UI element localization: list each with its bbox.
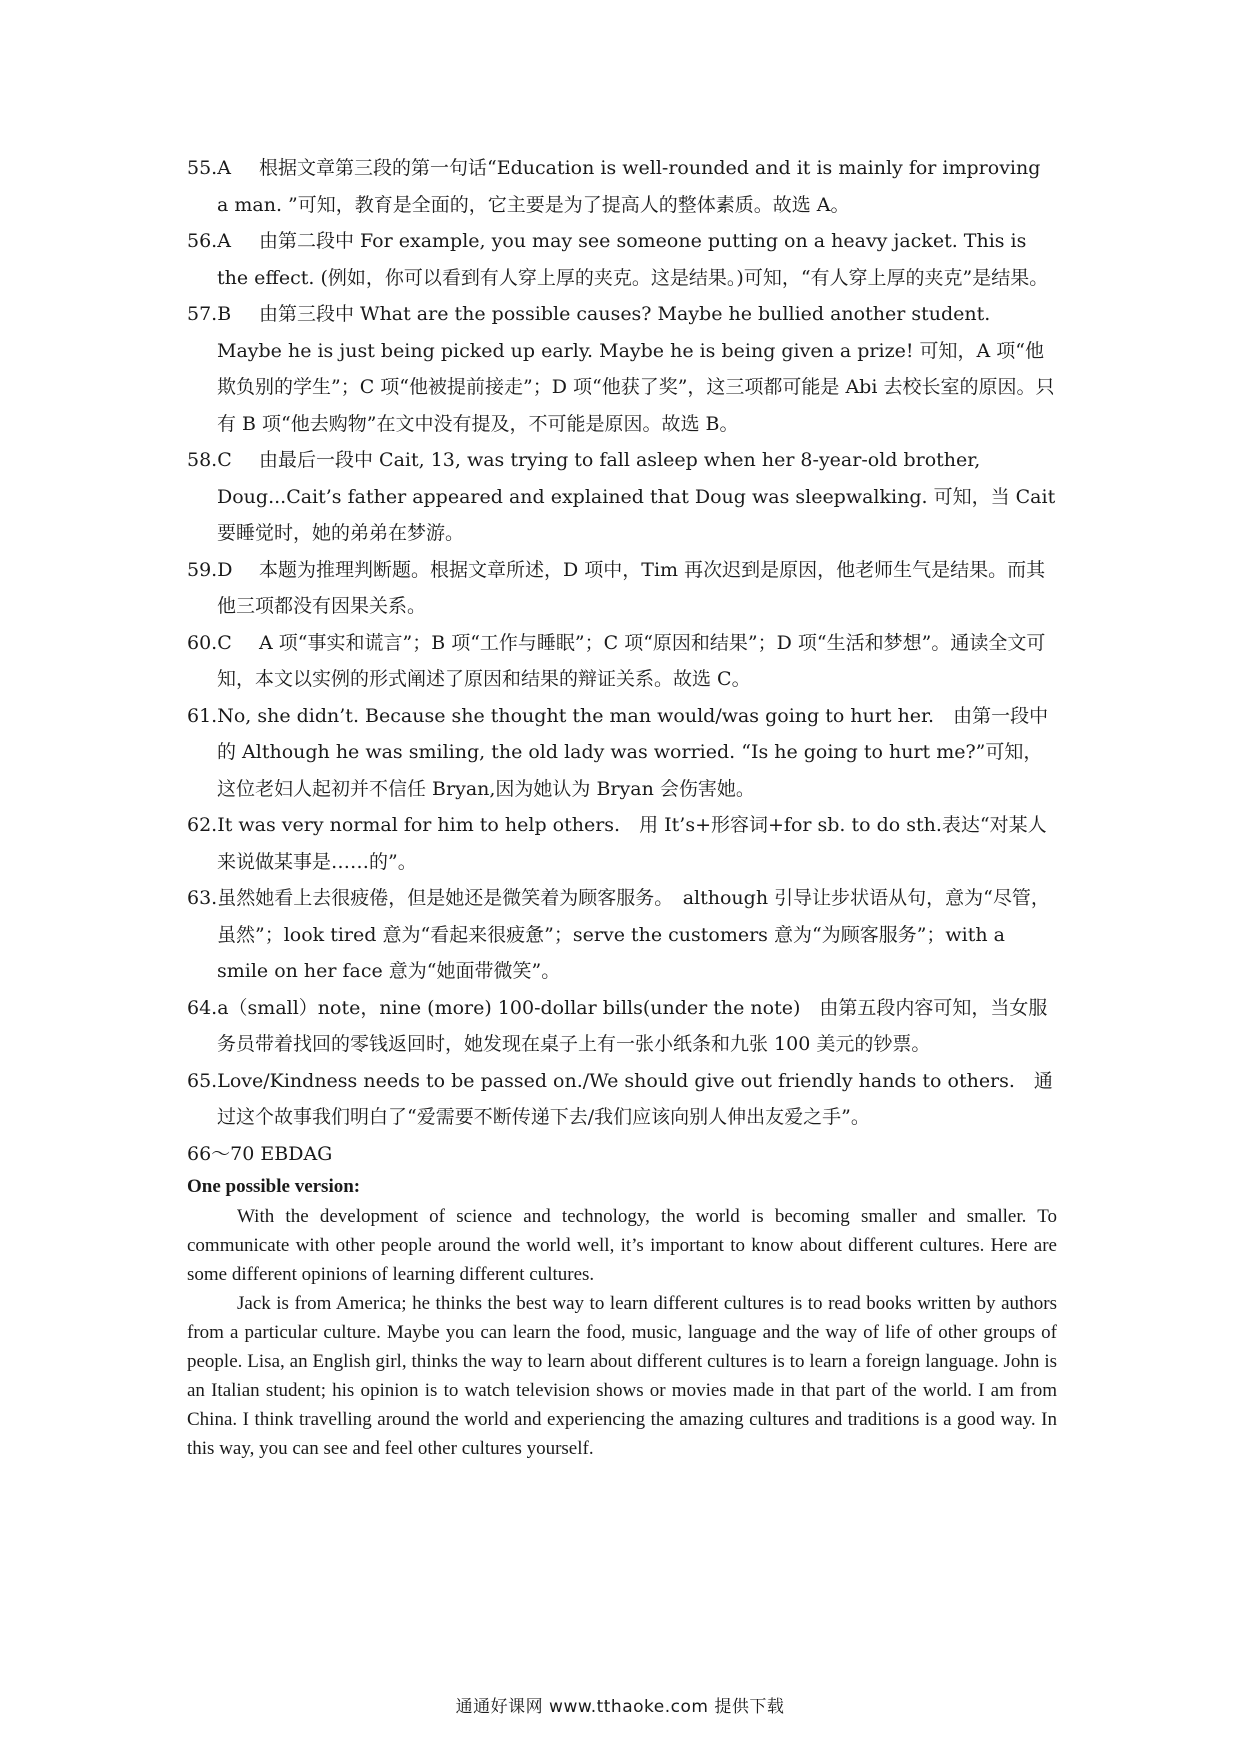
answer-explanation: Love/Kindness needs to be passed on./We should give out friendly hands to others. 通过这个故事我们明白了“爱需要不断传递下去/我们应该向别人伸出友爱之手”。 [217, 1069, 1053, 1128]
question-number: 63. [187, 887, 218, 909]
answer-explanation: 根据文章第三段的第一句话“Education is well-rounded and it is mainly for improving a man. ”可知，教育是全面的，它主要是为了提高人的整体素质。故选 A。 [217, 157, 1041, 216]
essay-heading: One possible version: [187, 1176, 361, 1197]
answer-explanation: 由第三段中 What are the possible causes? Maybe he bullied another student. Maybe he is just being picked up early. Maybe he is being given a prize! 可知，A 项“他欺负别的学生”；C 项“他被提前接走”；D 项“他获了奖”，这三项都可能是 Abi 去校长室的原因。只有 B 项“他去购物”在文中没有提及，不可能是原因。故选 B。 [217, 303, 1055, 435]
answer-56 [187, 223, 1057, 296]
answer-explanation: 由第二段中 For example, you may see someone putting on a heavy jacket. This is the effect. (例如，你可以看到有人穿上厚的夹克。这是结果。)可知，“有人穿上厚的夹克”是结果。 [217, 230, 1049, 289]
answer-65 [187, 1063, 1057, 1136]
question-number: 56.A [187, 230, 231, 252]
essay-paragraph: Jack is from America; he thinks the best way to learn different cultures is to read books written by authors from a particular culture. Maybe you can learn the food, music, language and the way of life of other groups of people. Lisa, an English girl, thinks the way to learn about different cultures is to learn a foreign language. John is an Italian student; his opinion is to watch television shows or movies made in that part of the world. I am from China. I think travelling around the world and experiencing the amazing cultures and traditions is a good way. In this way, you can see and feel other cultures yourself. [187, 1293, 1057, 1459]
question-number: 61. [187, 704, 218, 727]
question-number: 60.C [187, 631, 232, 654]
answer-explanation: It was very normal for him to help others. 用 It’s+形容词+for sb. to do sth.表达“对某人来说做某事是……的”。 [217, 814, 1047, 873]
answer-55 [187, 150, 1057, 223]
answer-explanation: 虽然她看上去很疲倦，但是她还是微笑着为顾客服务。 although 引导让步状语从句，意为“尽管，虽然”；look tired 意为“看起来很疲惫”；serve the customers 意为“为顾客服务”；with a smile on her face 意为“她面带微笑”。 [217, 887, 1050, 982]
answer-explanation: No, she didn’t. Because she thought the man would/was going to hurt her. 由第一段中的 Although he was smiling, the old lady was worried. “Is he going to hurt me?”可知，这位老妇人起初并不信任 Bryan,因为她认为 Bryan 会伤害她。 [217, 704, 1049, 800]
answer-57 [187, 296, 1057, 442]
answer-59 [187, 552, 1057, 625]
answer-explanation: 本题为推理判断题。根据文章所述，D 项中，Tim 再次迟到是原因，他老师生气是结果。而其他三项都没有因果关系。 [217, 558, 1046, 617]
answer-explanation: A 项“事实和谎言”；B 项“工作与睡眠”；C 项“原因和结果”；D 项“生活和梦想”。通读全文可知，本文以实例的形式阐述了原因和结果的辩证关系。故选 C。 [217, 631, 1046, 690]
question-number: 58.C [187, 449, 232, 471]
question-number: 59.D [187, 558, 233, 581]
answer-61 [187, 698, 1057, 808]
answer-62 [187, 807, 1057, 880]
answer-explanation: 由最后一段中 Cait, 13, was trying to fall asleep when her 8-year-old brother, Doug...Cait’s father appeared and explained that Doug was sleepwalking. 可知，当 Cait 要睡觉时，她的弟弟在梦游。 [217, 449, 1056, 544]
question-number: 62. [187, 814, 218, 836]
question-number: 55.A [187, 157, 231, 179]
sample-essay [187, 1202, 1057, 1463]
range-answer: 66～70 EBDAG [187, 1142, 333, 1165]
answer-60 [187, 625, 1057, 698]
answer-64 [187, 990, 1057, 1063]
page-footer: 通通好课网 www.tthaoke.com 提供下载 [455, 1697, 785, 1717]
answer-58 [187, 442, 1057, 552]
answer-63 [187, 880, 1057, 990]
question-number: 64. [187, 996, 218, 1019]
question-number: 65. [187, 1069, 218, 1092]
question-number: 57.B [187, 303, 232, 325]
answer-key [187, 150, 1057, 1463]
essay-paragraph: With the development of science and technology, the world is becoming smaller and smaller. To communicate with other people around the world well, it’s important to know about different cultures. Here are some different opinions of learning different cultures. [187, 1206, 1057, 1285]
answer-explanation: a（small）note，nine (more) 100-dollar bills(under the note) 由第五段内容可知，当女服务员带着找回的零钱返回时，她发现在桌子上有一张小纸条和九张 100 美元的钞票。 [217, 996, 1048, 1055]
